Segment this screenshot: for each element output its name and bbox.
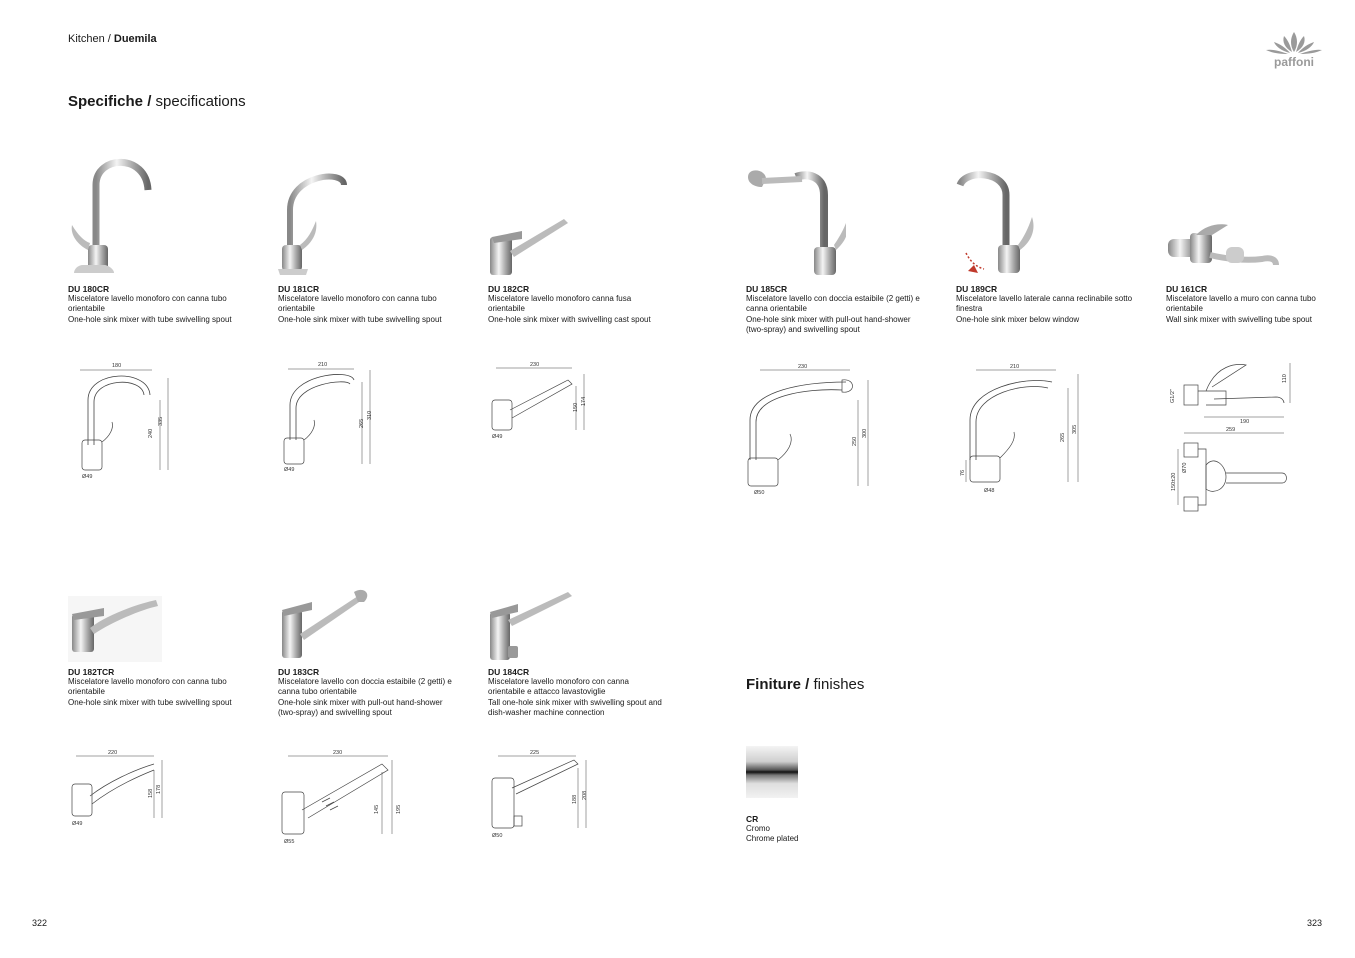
page-number-left: 322: [32, 918, 48, 928]
product-desc-en: Tall one-hole sink mixer with swivelling spout and dish-washer machine connection: [488, 697, 662, 717]
product-code: DU 181CR: [278, 284, 320, 294]
breadcrumb-section: Kitchen /: [68, 33, 111, 45]
dim-label: 190: [1240, 419, 1250, 425]
product-du182cr: [488, 155, 668, 325]
dim-label: 158: [148, 788, 154, 798]
product-desc-it: Miscelatore lavello con doccia estaibile (2 getti) e canna orientabile: [746, 294, 920, 314]
dim-label: Ø70: [1182, 462, 1188, 473]
product-desc-en: One-hole sink mixer with pull-out hand-shower (two-spray) and swivelling spout: [278, 697, 443, 717]
product-du181cr: [278, 155, 458, 325]
finish-name-en: Chrome plated: [746, 834, 799, 844]
dim-label: 240: [148, 428, 154, 438]
product-desc-en: One-hole sink mixer with pull-out hand-shower (two-spray) and swivelling spout: [746, 314, 911, 334]
dim-label: 305: [1072, 424, 1078, 434]
dim-label: 145: [374, 804, 380, 814]
spec-title-bold: Specifiche /: [68, 93, 152, 110]
product-desc-en: One-hole sink mixer with swivelling cast spout: [488, 314, 651, 324]
dim-label: 178: [156, 784, 162, 794]
product-du183cr: [278, 538, 458, 718]
dim-label: 195: [396, 804, 402, 814]
finish-title-light: finishes: [813, 676, 865, 693]
product-desc-en: One-hole sink mixer with tube swivelling spout: [68, 314, 232, 324]
spec-title-light: specifications: [155, 93, 246, 110]
product-code: DU 182TCR: [68, 667, 115, 677]
product-desc-it: Miscelatore lavello laterale canna reclinabile sotto finestra: [956, 294, 1133, 314]
faucet-image: [956, 155, 1056, 280]
finishes-title: [746, 676, 864, 693]
dim-label: 210: [318, 362, 328, 368]
product-code: DU 185CR: [746, 284, 788, 294]
dim-label: Ø49: [284, 467, 295, 473]
faucet-image: [488, 538, 588, 663]
faucet-image: [68, 538, 168, 663]
dim-label: 230: [530, 362, 540, 368]
finish-description: [746, 824, 798, 845]
specifications-title: [68, 93, 246, 110]
dim-label: Ø50: [492, 833, 503, 839]
product-code: DU 182CR: [488, 284, 530, 294]
product-desc-en: One-hole sink mixer with tube swivelling spout: [68, 697, 232, 707]
dim-label: 208: [582, 790, 588, 800]
dim-label: 259: [1226, 427, 1236, 433]
dim-label: 225: [530, 750, 540, 756]
faucet-image: [278, 538, 378, 663]
product-du184cr: [488, 538, 668, 718]
product-code: DU 183CR: [278, 667, 320, 677]
dim-label: 250: [852, 436, 858, 446]
dim-label: 310: [367, 410, 373, 420]
chrome-finish-swatch: [746, 746, 798, 798]
dim-label: 174: [581, 396, 587, 406]
dim-label: 265: [1060, 432, 1066, 442]
product-desc-en: One-hole sink mixer below window: [956, 314, 1080, 324]
product-desc-it: Miscelatore lavello monoforo canna fusa orientabile: [488, 294, 632, 314]
technical-drawing-du180cr: [70, 360, 175, 485]
product-du180cr: [68, 155, 248, 325]
product-du161cr: [1166, 155, 1346, 325]
dim-label: Ø49: [82, 474, 93, 480]
brand-logo: [1262, 30, 1326, 70]
dim-label: Ø49: [72, 821, 83, 827]
product-code: DU 180CR: [68, 284, 110, 294]
breadcrumb: [68, 33, 157, 45]
product-du185cr: [746, 155, 926, 335]
product-du189cr: [956, 155, 1136, 325]
product-desc-en: One-hole sink mixer with tube swivelling spout: [278, 314, 442, 324]
finish-title-bold: Finiture /: [746, 676, 810, 693]
dim-label: 76: [960, 469, 966, 476]
product-desc-it: Miscelatore lavello monoforo con canna tubo orientabile: [68, 677, 227, 697]
product-desc-it: Miscelatore lavello con doccia estaibile (2 getti) e canna tubo orientabile: [278, 677, 452, 697]
product-desc-it: Miscelatore lavello monoforo con canna tubo orientabile: [278, 294, 437, 314]
dim-label: 230: [333, 750, 343, 756]
product-desc-it: Miscelatore lavello monoforo con canna orientabile e attacco lavastoviglie: [488, 677, 629, 697]
dim-label: 150: [573, 402, 579, 412]
dim-label: 335: [158, 416, 164, 426]
finish-name-it: Cromo: [746, 824, 771, 833]
dim-label: 210: [1010, 364, 1020, 370]
faucet-image: [1166, 155, 1266, 280]
dim-label: Ø48: [984, 488, 995, 494]
dim-label: Ø49: [492, 434, 503, 440]
dim-label: 150±20: [1171, 472, 1177, 491]
product-code: DU 189CR: [956, 284, 998, 294]
product-desc-it: Miscelatore lavello monoforo con canna tubo orientabile: [68, 294, 227, 314]
finish-code: CR: [746, 814, 759, 824]
page-number-right: 323: [1307, 918, 1323, 928]
brand-logo-text: paffoni: [1274, 55, 1314, 69]
product-code: DU 161CR: [1166, 284, 1208, 294]
product-du182tcr: [68, 538, 248, 708]
faucet-image: [278, 155, 378, 280]
dim-label: 220: [108, 750, 118, 756]
dim-label: 188: [572, 794, 578, 804]
faucet-image: [68, 155, 168, 280]
dim-label: 180: [112, 363, 122, 369]
dim-label: 300: [862, 428, 868, 438]
dim-label: 265: [359, 418, 365, 428]
dim-label: Ø55: [284, 839, 295, 845]
product-code: DU 184CR: [488, 667, 530, 677]
dim-label: 230: [798, 364, 808, 370]
faucet-image: [488, 155, 588, 280]
dim-label: Ø50: [754, 490, 765, 496]
faucet-image: [746, 155, 846, 280]
dim-label: 110: [1282, 374, 1288, 383]
product-desc-en: Wall sink mixer with swivelling tube spout: [1166, 314, 1312, 324]
product-desc-it: Miscelatore lavello a muro con canna tubo orientabile: [1166, 294, 1316, 314]
dim-label: G1/2": [1170, 389, 1176, 403]
breadcrumb-series: Duemila: [113, 33, 157, 45]
